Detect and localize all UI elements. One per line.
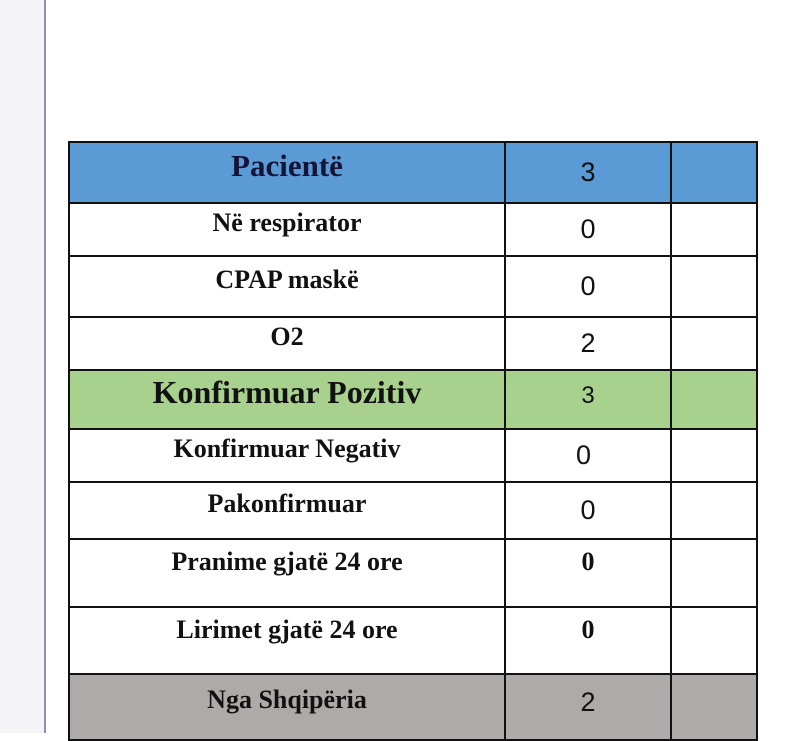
row-value: 3 xyxy=(505,142,671,203)
row-value: 0 xyxy=(505,429,671,482)
row-label: Pakonfirmuar xyxy=(69,482,505,539)
row-label: Në respirator xyxy=(69,203,505,256)
row-value: 0 xyxy=(505,203,671,256)
empty-cell xyxy=(671,674,757,740)
row-value: 2 xyxy=(505,674,671,740)
row-label: Pacientë xyxy=(69,142,505,203)
empty-cell xyxy=(671,482,757,539)
row-value: 0 xyxy=(505,607,671,674)
table-row-admissions-24h xyxy=(69,539,757,607)
empty-cell xyxy=(671,203,757,256)
row-label: CPAP maskë xyxy=(69,256,505,317)
row-label: O2 xyxy=(69,317,505,370)
row-value: 2 xyxy=(505,317,671,370)
empty-cell xyxy=(671,607,757,674)
table-row-cpap xyxy=(69,256,757,317)
page-left-margin xyxy=(0,0,46,733)
table-row-unconfirmed xyxy=(69,482,757,539)
row-value: 0 xyxy=(505,256,671,317)
table-row-ventilator xyxy=(69,203,757,256)
row-value: 3 xyxy=(505,370,671,429)
row-label: Konfirmuar Negativ xyxy=(69,429,505,482)
row-label: Konfirmuar Pozitiv xyxy=(69,370,505,429)
table-row-patients xyxy=(69,142,757,203)
row-label: Pranime gjatë 24 ore xyxy=(69,539,505,607)
row-value: 0 xyxy=(505,482,671,539)
row-value: 0 xyxy=(505,539,671,607)
empty-cell xyxy=(671,429,757,482)
table-row-confirmed-negative xyxy=(69,429,757,482)
empty-cell xyxy=(671,142,757,203)
row-label: Lirimet gjatë 24 ore xyxy=(69,607,505,674)
empty-cell xyxy=(671,539,757,607)
row-label: Nga Shqipëria xyxy=(69,674,505,740)
table-row-discharges-24h xyxy=(69,607,757,674)
table-row-oxygen xyxy=(69,317,757,370)
table-row-confirmed-positive xyxy=(69,370,757,429)
empty-cell xyxy=(671,370,757,429)
table-row-from-albania xyxy=(69,674,757,740)
empty-cell xyxy=(671,256,757,317)
empty-cell xyxy=(671,317,757,370)
patient-statistics-table xyxy=(68,141,758,741)
